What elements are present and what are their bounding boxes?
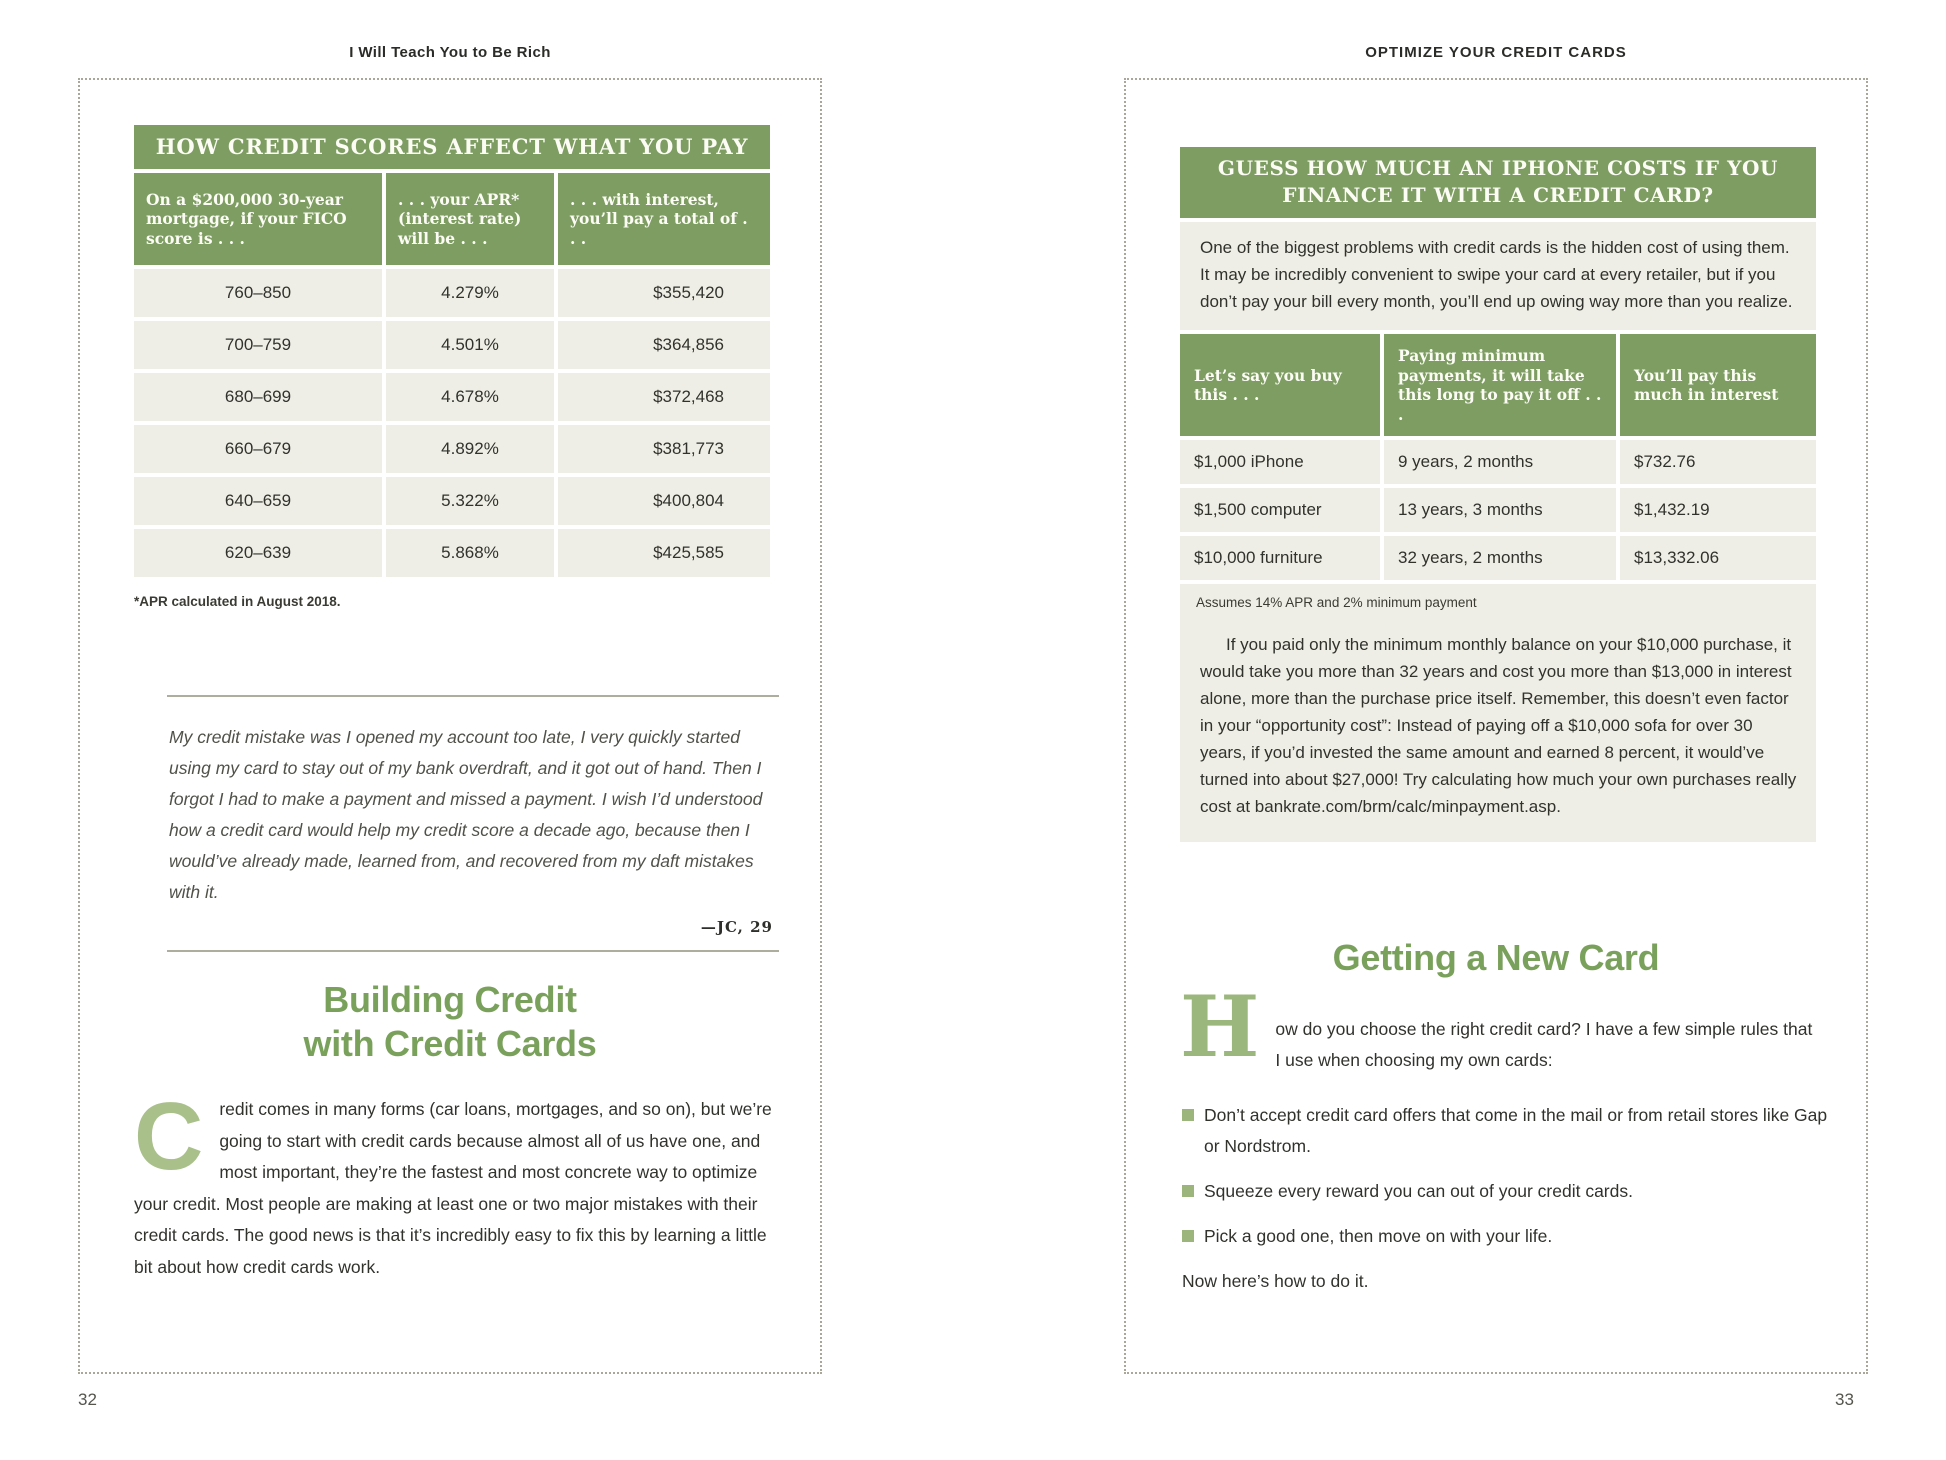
table-cell: 32 years, 2 months (1384, 536, 1616, 580)
intro-text: ow do you choose the right credit card? I have a few simple rules that I use when choosing my own cards: (1275, 1019, 1813, 1070)
table-header-row (134, 173, 770, 265)
minimum-payment-paragraph: If you paid only the minimum monthly balance on your $10,000 purchase, it would take you more than 32 years and cost you more than $13,000 in interest alone, more than the purchase price itself. Remember, this doesn’t even factor in your “opportunity cost”: Instead of paying off a $10,000 sofa for over 30 years, if you’d invested the same amount and earned 8 percent, it would’ve turned into about $27,000! Try calculating how much your own purchases really cost at bankrate.com/brm/calc/minpayment.asp. (1200, 635, 1797, 816)
page-frame-left (78, 78, 822, 1374)
table-cell: $732.76 (1620, 440, 1816, 484)
table-row (134, 425, 770, 473)
running-head-right: OPTIMIZE YOUR CREDIT CARDS (1365, 44, 1627, 61)
table-cell: 620–639 (134, 529, 382, 577)
table-cell: $364,856 (558, 321, 770, 369)
table-cell: 4.892% (386, 425, 554, 473)
table-header-row (1180, 334, 1816, 436)
assumptions-note: Assumes 14% APR and 2% minimum payment (1196, 595, 1477, 610)
table-cell: $1,000 iPhone (1180, 440, 1380, 484)
table-cell: 13 years, 3 months (1384, 488, 1616, 532)
pull-quote-text: My credit mistake was I opened my account too late, I very quickly started using my card to stay out of my bank overdraft, and it got out of hand. Then I forgot I had to make a payment and missed a payment. I wish I’d understood how a credit card would help my credit score a decade ago, because then I would’ve already made, learned from, and recovered from my daft mistakes with it. (169, 727, 763, 902)
box-intro: One of the biggest problems with credit cards is the hidden cost of using them. It may be incredibly convenient to swipe your card at every retailer, but if you don’t pay your bill every month, you’ll end up owing way more than you realize. (1180, 222, 1816, 330)
table-row (134, 373, 770, 421)
table-cell: $1,500 computer (1180, 488, 1380, 532)
section-heading-getting-new-card: Getting a New Card (1332, 937, 1660, 978)
table-cell: 4.678% (386, 373, 554, 421)
table-cell: $1,432.19 (1620, 488, 1816, 532)
table-cell: 5.868% (386, 529, 554, 577)
drop-cap: H (1180, 977, 1260, 1076)
right-page (973, 0, 1946, 1460)
body-paragraph (134, 1083, 774, 1283)
table-cell: 680–699 (134, 373, 382, 421)
outro-line: Now here’s how to do it. (1182, 1271, 1369, 1291)
bullet-text: Don’t accept credit card offers that come in the mail or from retail stores like Gap or Nordstrom. (1204, 1105, 1828, 1156)
bullet-item (1182, 1100, 1830, 1162)
pull-quote (167, 695, 779, 952)
box-title (1180, 147, 1816, 218)
bullet-square-icon (1182, 1230, 1194, 1242)
box-title-line: FINANCE IT WITH A CREDIT CARD? (1282, 183, 1714, 207)
bullet-list (1182, 1100, 1830, 1297)
table-cell: $355,420 (558, 269, 770, 317)
table-cell: $400,804 (558, 477, 770, 525)
table-cell: 700–759 (134, 321, 382, 369)
table-cell: 640–659 (134, 477, 382, 525)
column-header: . . . your APR* (interest rate) will be . . . (386, 173, 554, 265)
table-cell: 5.322% (386, 477, 554, 525)
column-header: On a $200,000 30-year mortgage, if your FICO score is . . . (134, 173, 382, 265)
table-cell: 760–850 (134, 269, 382, 317)
drop-cap: C (134, 1083, 204, 1190)
table-cell: 660–679 (134, 425, 382, 473)
table-cell: $372,468 (558, 373, 770, 421)
column-header: You’ll pay this much in interest (1620, 334, 1816, 436)
column-header: Paying minimum payments, it will take this long to pay it off . . . (1384, 334, 1616, 436)
bullet-item (1182, 1176, 1830, 1207)
table-cell: $425,585 (558, 529, 770, 577)
table-title: HOW CREDIT SCORES AFFECT WHAT YOU PAY (134, 125, 770, 169)
page-number-right: 33 (1835, 1390, 1854, 1409)
table-row (134, 529, 770, 577)
heading-line: with Credit Cards (303, 1023, 597, 1064)
table-cell: $13,332.06 (1620, 536, 1816, 580)
column-header: . . . with interest, you’ll pay a total of . . . (558, 173, 770, 265)
table-row (1180, 440, 1816, 484)
table-row (134, 477, 770, 525)
box-title-line: GUESS HOW MUCH AN IPHONE COSTS IF YOU (1217, 156, 1779, 180)
column-header: Let’s say you buy this . . . (1180, 334, 1380, 436)
credit-score-table (134, 125, 770, 577)
section-heading-building-credit (80, 978, 820, 1066)
table-row (134, 321, 770, 369)
table-row (1180, 488, 1816, 532)
bullet-square-icon (1182, 1185, 1194, 1197)
table-cell: 4.501% (386, 321, 554, 369)
apr-footnote: *APR calculated in August 2018. (134, 594, 341, 609)
bullet-square-icon (1182, 1109, 1194, 1121)
page-frame-right (1124, 78, 1868, 1374)
bullet-text: Squeeze every reward you can out of your credit cards. (1204, 1181, 1633, 1201)
iphone-cost-box (1180, 147, 1816, 842)
table-cell: $381,773 (558, 425, 770, 473)
body-text: redit comes in many forms (car loans, mortgages, and so on), but we’re going to start with credit cards because almost all of us have one, and most important, they’re the fastest and most concrete way to optimize your credit. Most people are making at least one or two major mistakes with their credit cards. The good news is that it’s incredibly easy to fix this by learning a little bit about how credit cards work. (134, 1099, 772, 1277)
table-row (134, 269, 770, 317)
note-paragraph-box (1180, 584, 1816, 842)
page-number-left: 32 (78, 1390, 97, 1409)
table-cell: $10,000 furniture (1180, 536, 1380, 580)
bullet-text: Pick a good one, then move on with your life. (1204, 1226, 1553, 1246)
running-head-left: I Will Teach You to Be Rich (349, 44, 551, 61)
cost-table (1180, 334, 1816, 580)
table-cell: 9 years, 2 months (1384, 440, 1616, 484)
bullet-item (1182, 1221, 1830, 1252)
heading-line: Building Credit (323, 979, 577, 1020)
table-cell: 4.279% (386, 269, 554, 317)
quote-attribution: —JC, 29 (700, 918, 773, 936)
intro-paragraph (1180, 977, 1822, 1076)
table-row (1180, 536, 1816, 580)
